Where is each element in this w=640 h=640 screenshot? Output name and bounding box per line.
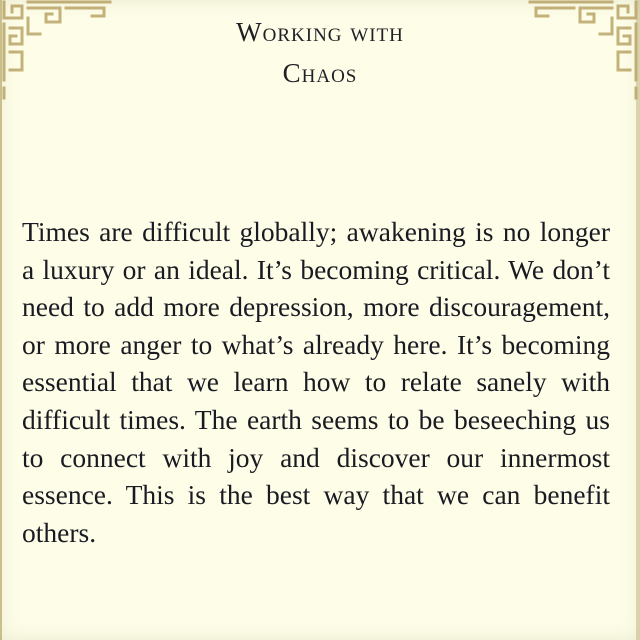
card-title-line-1: Working with [236, 17, 404, 47]
quote-body-text: Times are difficult globally; awakening is no longer a luxury or an ideal. It’s becoming critical. We don’t need to add more depression, more discouragement, or more anger to what’s already here. It’s becoming essential that we learn how to relate sanely with difficult times. The earth seems to be beseeching us to connect with joy and discover our innermost essence. This is the best way that we can benefit others. [22, 216, 610, 548]
card-title-line-2: Chaos [282, 58, 358, 88]
corner-ornament-right-icon [520, 0, 640, 100]
card-title [130, 12, 510, 94]
corner-ornament-left-icon [0, 0, 120, 100]
